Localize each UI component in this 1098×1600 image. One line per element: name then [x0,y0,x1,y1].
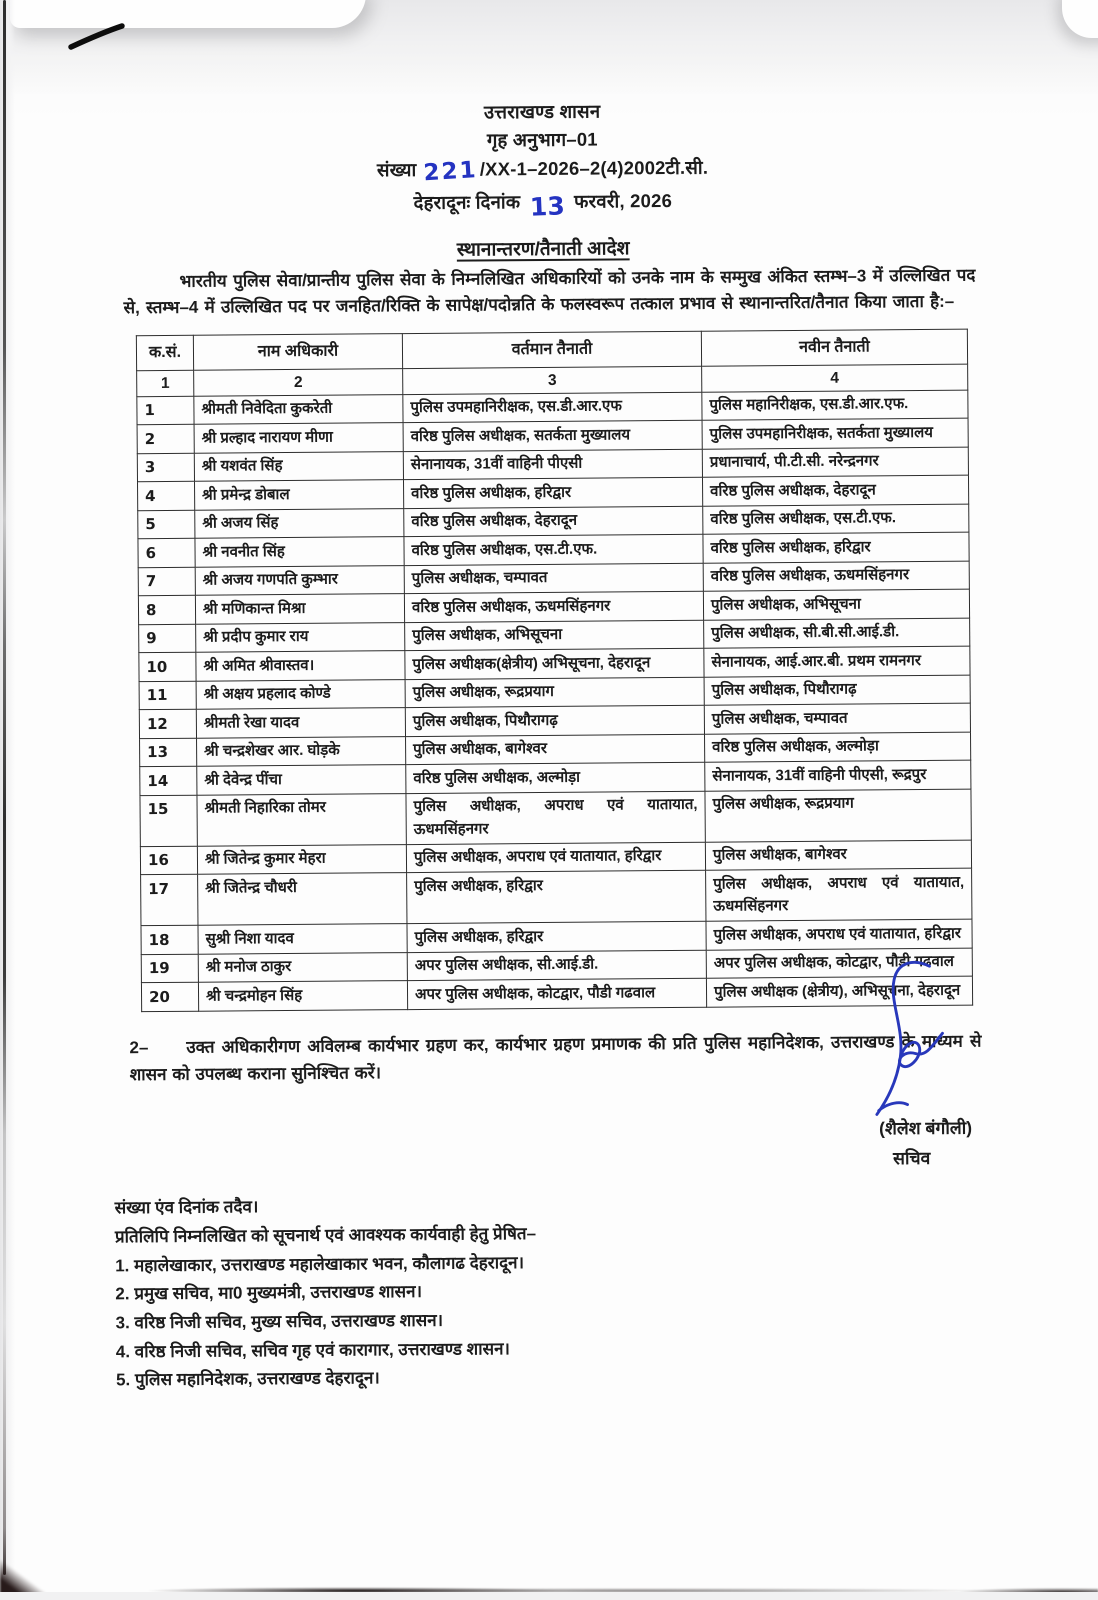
officer-name: श्री देवेन्द्र पींचा [197,765,406,795]
new-posting: पुलिस अधीक्षक (क्षेत्रीय), अभिसूचना, देहरादून [706,976,972,1007]
signatory-designation: सचिव [893,1148,931,1169]
current-posting: पुलिस अधीक्षक, चम्पावत [404,563,703,594]
header-current-posting: वर्तमान तैनाती [402,331,701,368]
current-posting: पुलिस अधीक्षक, बागेश्वर [406,734,705,765]
table-row [141,976,972,1011]
officer-serial: 12 [139,710,196,739]
intro-paragraph: भारतीय पुलिस सेवा/प्रान्तीय पुलिस सेवा के निम्नलिखित अधिकारियों को उनके नाम के सम्मुख अंकित स्तम्भ–3 में उल्लिखित पद से, स्तम्भ–4 में उल्लिखित पद पर जनहित/रिक्ति के सापेक्ष/पदोन्नति के फलस्वरूप तत्काल प्रभाव से स्थानान्तरित/तैनात किया जाता है:– [123,265,976,318]
officer-name: श्री जितेन्द्र कुमार मेहरा [197,844,406,874]
footer-block [115,1188,989,1395]
new-posting: पुलिस उपमहानिरीक्षक, सतर्कता मुख्यालय [702,418,968,449]
officer-serial: 10 [139,653,196,682]
header-serial: क.सं. [136,335,193,370]
government-name: उत्तराखण्ड शासन [483,100,601,123]
officer-serial: 15 [140,795,197,846]
officer-name: श्री नवनीत सिंह [195,537,404,567]
officer-name: श्री अमित श्रीवास्तव। [196,651,405,681]
new-posting: अपर पुलिस अधीक्षक, कोटद्वार, पौडी गढवाल [706,948,972,979]
officer-name: श्री मनोज ठाकुर [198,952,407,982]
signature-block [114,1090,987,1181]
cc-list-item: 3. वरिष्ठ निजी सचिव, मुख्य सचिव, उत्तराखण्ड शासन। [115,1310,444,1333]
current-posting: पुलिस अधीक्षक, हरिद्वार [407,871,706,924]
new-posting: सेनानायक, आई.आर.बी. प्रथम रामनगर [704,646,970,677]
scan-overlap-card-left [10,0,366,28]
officer-name: श्री प्रदीप कुमार राय [196,622,405,652]
current-posting: वरिष्ठ पुलिस अधीक्षक, देहरादून [404,506,703,537]
paragraph-number: 2– [129,1037,149,1058]
new-posting: पुलिस अधीक्षक, अपराध एवं यातायात, हरिद्वार [706,919,972,950]
current-posting: पुलिस अधीक्षक, रूद्रप्रयाग [405,677,704,708]
new-posting: प्रधानाचार्य, पी.टी.सी. नरेन्द्रनगर [702,447,968,478]
officer-serial: 17 [141,875,198,926]
handwritten-order-number: 221 [423,156,479,186]
scan-left-edge-shadow-line [3,0,6,1575]
current-posting: वरिष्ठ पुलिस अधीक्षक, ऊधमसिंहनगर [404,592,703,623]
current-posting: वरिष्ठ पुलिस अधीक्षक, हरिद्वार [403,478,702,509]
officer-serial: 3 [137,453,194,482]
table-row [140,789,971,847]
officer-serial: 14 [140,767,197,796]
officer-name: श्री प्रमेन्द्र डोबाल [195,480,404,510]
header-new-posting: नवीन तैनाती [701,329,967,366]
officer-serial: 7 [138,567,195,596]
scan-bottom-edge [0,1592,1098,1600]
officer-name: सुश्री निशा यादव [198,924,407,954]
instruction-paragraph: 2– उक्त अधिकारीगण अविलम्ब कार्यभार ग्रहण कर, कार्यभार ग्रहण प्रमाणक की प्रति पुलिस महानिदेशक, उत्तराखण्ड के माध्यम से शासन को उपलब्ध कराना सुनिश्चित करें। [129,1031,982,1085]
header-officer-name: नाम अधिकारी [193,333,402,370]
table-body [137,390,973,1012]
officer-name: श्री चन्द्रमोहन सिंह [198,981,407,1011]
place-date-line: देहरादूनः दिनांक 13 फरवरी, 2026 [107,185,979,229]
officer-serial: 19 [141,954,198,983]
officer-serial: 13 [140,738,197,767]
letterhead [106,95,979,229]
officer-serial: 11 [139,681,196,710]
officer-serial: 5 [138,510,195,539]
current-posting: पुलिस अधीक्षक, हरिद्वार [407,922,706,953]
officer-serial: 20 [141,983,198,1012]
officer-serial: 6 [138,539,195,568]
cc-list-item: 5. पुलिस महानिदेशक, उत्तराखण्ड देहरादून। [115,1368,380,1390]
new-posting: पुलिस महानिरीक्षक, एस.डी.आर.एफ. [702,390,968,421]
department-section: गृह अनुभाग–01 [486,128,598,151]
table-row [141,868,972,926]
current-posting: अपर पुलिस अधीक्षक, सी.आई.डी. [407,950,706,981]
new-posting: वरिष्ठ पुलिस अधीक्षक, देहरादून [702,475,968,506]
new-posting: पुलिस अधीक्षक, चम्पावत [704,703,970,734]
officer-name: श्री प्रल्हाद नारायण मीणा [194,423,403,453]
new-posting: सेनानायक, 31वीं वाहिनी पीएसी, रूद्रपुर [705,760,971,791]
document-content [106,95,988,1395]
current-posting: पुलिस अधीक्षक, पिथौरागढ़ [405,706,704,737]
officer-name: श्री जितेन्द्र चौधरी [198,873,407,926]
current-posting: पुलिस अधीक्षक, अभिसूचना [405,620,704,651]
handwritten-date: 13 [529,191,566,222]
column-number-row: 1 2 3 4 [137,364,968,397]
officer-serial: 2 [137,425,194,454]
current-posting: पुलिस अधीक्षक, अपराध एवं यातायात, ऊधमसिंहनगर [406,791,705,844]
current-posting: अपर पुलिस अधीक्षक, कोटद्वार, पौडी गढवाल [407,979,706,1010]
officer-serial: 16 [140,846,197,875]
current-posting: वरिष्ठ पुलिस अधीक्षक, अल्मोड़ा [406,763,705,794]
new-posting: पुलिस अधीक्षक, सी.बी.सी.आई.डी. [704,618,970,649]
new-posting: पुलिस अधीक्षक, अभिसूचना [703,589,969,620]
new-posting: पुलिस अधीक्षक, पिथौरागढ़ [704,675,970,706]
officer-serial: 4 [138,482,195,511]
footer-number-date-line: संख्या एंव दिनांक तदैव। [114,1197,259,1218]
officer-name: श्री मणिकान्त मिश्रा [195,594,404,624]
officer-name: श्री अजय सिंह [195,508,404,538]
officer-serial: 8 [138,596,195,625]
cc-list-item: 2. प्रमुख सचिव, मा0 मुख्यमंत्री, उत्तराखण्ड शासन। [115,1282,423,1304]
officer-name: श्रीमती निवेदिता कुकरेती [194,394,403,424]
current-posting: पुलिस अधीक्षक, अपराध एवं यातायात, हरिद्वार [406,842,705,873]
officer-name: श्री अक्षय प्रहलाद कोण्डे [196,679,405,709]
current-posting: सेनानायक, 31वीं वाहिनी पीएसी [403,449,702,480]
new-posting: वरिष्ठ पुलिस अधीक्षक, अल्मोड़ा [705,732,971,763]
new-posting: पुलिस अधीक्षक, बागेश्वर [705,840,971,871]
current-posting: पुलिस अधीक्षक(क्षेत्रीय) अभिसूचना, देहरादून [405,649,704,680]
officer-serial: 18 [141,926,198,955]
cc-list-item: 1. महालेखाकार, उत्तराखण्ड महालेखाकार भवन, कौलागढ देहरादून। [115,1252,525,1275]
footer-copy-line: प्रतिलिपि निम्नलिखित को सूचनार्थ एवं आवश्यक कार्यवाही हेतु प्रेषित– [114,1223,537,1247]
officer-name: श्री चन्द्रशेखर आर. घोड़के [197,736,406,766]
order-number-line: संख्या 221/XX-1–2026–2(4)2002टी.सी. [106,150,978,191]
cc-list [115,1245,988,1394]
current-posting: वरिष्ठ पुलिस अधीक्षक, एस.टी.एफ. [404,535,703,566]
current-posting: पुलिस उपमहानिरीक्षक, एस.डी.आर.एफ [403,392,702,423]
current-posting: वरिष्ठ पुलिस अधीक्षक, सतर्कता मुख्यालय [403,421,702,452]
signatory-name: (शैलेश बंगौली) [879,1117,973,1139]
new-posting: वरिष्ठ पुलिस अधीक्षक, एस.टी.एफ. [703,504,969,535]
new-posting: पुलिस अधीक्षक, रूद्रप्रयाग [705,789,971,842]
officer-name: श्रीमती रेखा यादव [196,708,405,738]
table-header [136,329,967,397]
new-posting: पुलिस अधीक्षक, अपराध एवं यातायात, ऊधमसिंहनगर [706,868,972,921]
document-title: स्थानान्तरण/तैनाती आदेश [456,237,630,261]
officer-serial: 1 [137,396,194,425]
cc-list-item: 4. वरिष्ठ निजी सचिव, सचिव गृह एवं कारागार, उत्तराखण्ड शासन। [115,1338,511,1362]
pen-stroke-mark-icon [66,22,128,52]
officer-name: श्री यशवंत सिंह [194,451,403,481]
officer-name: श्रीमती निहारिका तोमर [197,793,406,846]
officer-serial: 9 [139,624,196,653]
transfer-order-table [136,328,973,1012]
officer-name: श्री अजय गणपति कुम्भार [195,565,404,595]
new-posting: वरिष्ठ पुलिस अधीक्षक, ऊधमसिंहनगर [703,561,969,592]
new-posting: वरिष्ठ पुलिस अधीक्षक, हरिद्वार [703,532,969,563]
